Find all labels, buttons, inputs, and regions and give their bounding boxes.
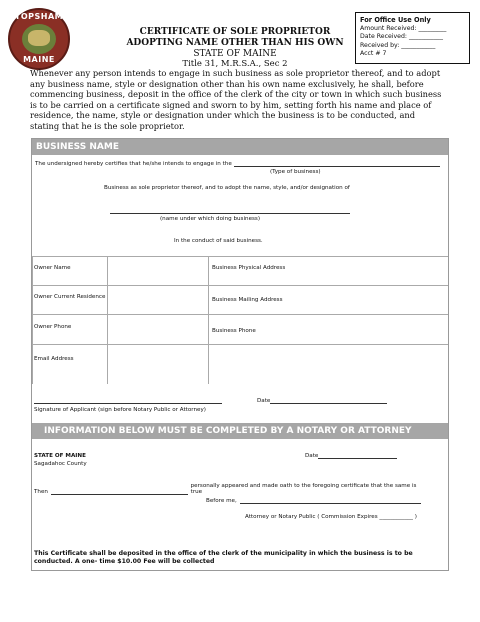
- appeared-name-field[interactable]: [51, 489, 188, 495]
- state-heading: STATE OF MAINE: [193, 49, 277, 59]
- name-caption: (name under which doing business): [160, 216, 261, 222]
- intro-paragraph: Whenever any person intends to engage in such business as sole proprietor thereof, and to adopt any business name, style or designation other than his own name exclusively, he shall, before commencing business, deposit in the office of the clerk of the city or town in which such business is to be carried on a certificate signed and sworn to by him, setting forth his name and place of residence, the name, style or designation under which the business is to be conducted, and stating that he is the sole proprietor.: [30, 68, 442, 131]
- grid-col-1: [107, 256, 108, 384]
- certify-text: The undersigned hereby certifies that he/she intends to engage in the: [35, 161, 232, 167]
- signature-field[interactable]: [34, 403, 222, 404]
- received-by: Received by: ___________: [360, 41, 436, 49]
- footer-notice: This Certificate shall be deposited in the office of the clerk of the municipality in which the business is to be conducted. A one- time $10.00 Fee will be collected: [34, 550, 413, 566]
- business-phone-label: Business Phone: [212, 328, 256, 334]
- seal-top-text: TOPSHAM: [14, 12, 64, 21]
- grid-row-2: [32, 314, 448, 315]
- owner-phone-label: Owner Phone: [34, 324, 72, 330]
- notary-date-row: [305, 453, 397, 459]
- conduct-text: In the conduct of said business.: [174, 238, 263, 244]
- business-name-field[interactable]: [110, 213, 350, 214]
- adopt-text: Business as sole proprietor thereof, and to adopt the name, style, and/or designation of: [104, 185, 350, 191]
- business-physical-label: Business Physical Address: [212, 265, 286, 271]
- owner-residence-input[interactable]: [110, 288, 206, 312]
- grid-row-3: [32, 344, 448, 345]
- signature-date-row: [257, 398, 387, 404]
- title-line-1: CERTIFICATE OF SOLE PROPRIETOR: [139, 27, 331, 37]
- before-me-label: Before me,: [206, 498, 237, 504]
- grid-col-2: [208, 256, 209, 384]
- notary-band: INFORMATION BELOW MUST BE COMPLETED BY A NOTARY OR ATTORNEY: [32, 423, 448, 439]
- before-me-field[interactable]: [240, 498, 421, 504]
- amount-received: Amount Received: _________: [360, 24, 447, 32]
- seal-center: [28, 30, 50, 46]
- statute-reference: Title 31, M.R.S.A., Sec 2: [182, 59, 288, 69]
- title-line-2: ADOPTING NAME OTHER THAN HIS OWN: [126, 38, 344, 48]
- notary-date-label: Date: [305, 453, 319, 459]
- date-received: Date Received: ___________: [360, 33, 443, 41]
- attorney-caption: Attorney or Notary Public ( Commission Expires ____________ ): [245, 514, 417, 520]
- town-seal-logo: [8, 8, 70, 70]
- signature-date-label: Date: [257, 398, 271, 404]
- grid-row-1: [32, 285, 448, 286]
- email-label: Email Address: [34, 356, 74, 362]
- business-name-band: BUSINESS NAME: [32, 139, 448, 155]
- seal-bottom-text: MAINE: [23, 55, 55, 64]
- account-number: Acct # 7: [360, 50, 387, 58]
- signature-caption: Signature of Applicant (sign before Notary Public or Attorney): [34, 407, 206, 413]
- appeared-text: personally appeared and made oath to the foregoing certificate that the same is true: [190, 483, 417, 495]
- before-me-row: [206, 498, 421, 504]
- grid-top: [32, 256, 448, 257]
- notary-state: STATE OF MAINE: [34, 453, 86, 459]
- grid-left: [32, 256, 33, 384]
- certificate-form: [31, 138, 449, 571]
- type-of-business-field[interactable]: [234, 161, 440, 167]
- type-caption: (Type of business): [270, 169, 321, 175]
- then-row: [34, 483, 424, 495]
- office-use-box: [355, 12, 470, 64]
- office-use-title: For Office Use Only: [360, 16, 431, 24]
- then-label: Then: [34, 489, 48, 495]
- notary-date-field[interactable]: [318, 453, 397, 459]
- owner-name-label: Owner Name: [34, 265, 71, 271]
- owner-name-input[interactable]: [110, 259, 206, 283]
- signature-date-field[interactable]: [270, 398, 387, 404]
- owner-residence-label: Owner Current Residence: [34, 294, 106, 300]
- owner-phone-input[interactable]: [110, 317, 206, 341]
- email-input[interactable]: [110, 347, 206, 381]
- certify-row: [35, 161, 440, 167]
- business-mailing-label: Business Mailing Address: [212, 297, 283, 303]
- notary-county: Sagadahoc County: [34, 461, 87, 467]
